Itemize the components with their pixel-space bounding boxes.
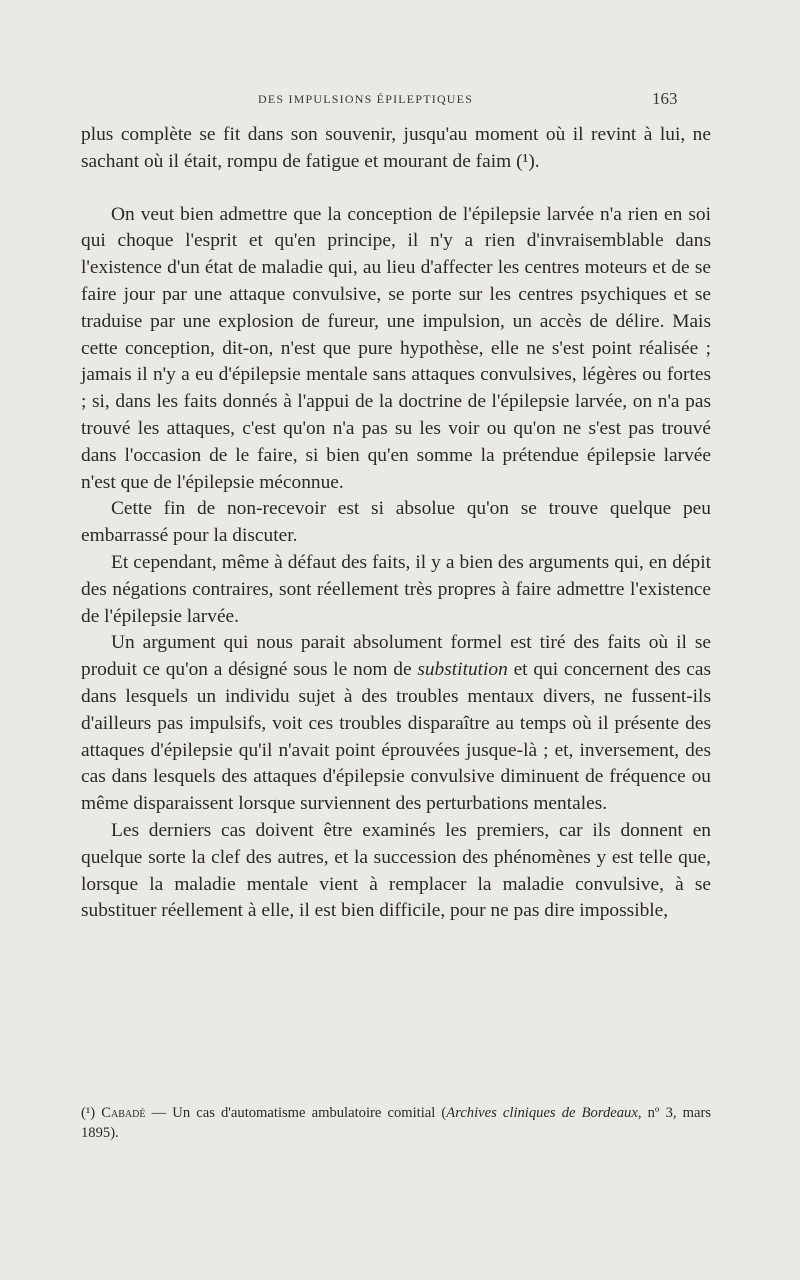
emphasized-term: substitution [417,659,508,681]
page-number: 163 [652,89,678,108]
footnote-author: Cabadé [101,1105,146,1121]
footnote-text: — Un cas d'automatisme ambulatoire comitial ( [145,1105,447,1121]
running-title: DES IMPULSIONS ÉPILEPTIQUES [258,92,474,106]
paragraph: Cette fin de non-recevoir est si absolue qu'on se trouve quelque peu embarrassé pour la discuter. [81,498,711,547]
paragraph-continuation: plus complète se fit dans son souvenir, jusqu'au moment où il revint à lui, ne sachant où il était, rompu de fatigue et mourant de faim (¹). [81,124,711,172]
footnote-marker: (¹) [81,1105,96,1121]
paragraph: Et cependant, même à défaut des faits, il y a bien des arguments qui, en dépit des négations contraires, sont réellement très propres à faire admettre l'existence de l'épilepsie larvée. [81,551,711,627]
paragraph-text: et qui concernent des cas dans lesquels un individu sujet à des troubles mentaux divers, ne fussent-ils d'ailleurs pas impulsifs, voit ces troubles disparaître au temps où il présente des attaques d'épilepsie qu'il n'avait point éprouvées jusque-là ; et, inversement, des cas dans lesquels des attaques d'épilepsie convulsive diminuent de fréquence ou même disparaissent lorsque surviennent des perturbations mentales. [81,659,711,815]
paragraph: Les derniers cas doivent être examinés les premiers, car ils donnent en quelque sorte la clef des autres, et la succession des phénomènes y est telle que, lorsque la maladie mentale vient à remplacer la maladie convulsive, à se substituer réellement à elle, il est bien difficile, pour ne pas dire impossible, [81,819,711,922]
footnote-source: Archives cliniques de Bordeaux [446,1105,638,1121]
paragraph-substitution [81,630,711,818]
footnote [81,1103,711,1143]
body-text [81,122,711,925]
paragraph-text: Un argument qui nous parait absolument formel est tiré des faits où il se produit ce qu'on a désigné sous le nom de [81,632,711,681]
paragraph: On veut bien admettre que la conception de l'épilepsie larvée n'a rien en soi qui choque l'esprit et qu'en principe, il n'y a rien d'invraisemblable dans l'existence d'un état de maladie qui, au lieu d'affecter les centres moteurs et de se faire jour par une attaque convulsive, se porte sur les centres psychiques et se traduise par une explosion de fureur, une impulsion, un accès de délire. Mais cette conception, dit-on, n'est que pure hypothèse, elle ne s'est point réalisée ; jamais il n'y a eu d'épilepsie mentale sans attaques convulsives, légères ou fortes ; si, dans les faits donnés à l'appui de la doctrine de l'épilepsie larvée, on n'a pas trouvé les attaques, c'est qu'on n'a pas su les voir ou qu'on ne s'est pas trouvé dans l'occasion de le faire, si bien qu'en somme la prétendue épilepsie larvée n'est que de l'épilepsie méconnue. [81,203,711,493]
footnote-text: , nº 3, mars 1895). [81,1105,712,1141]
